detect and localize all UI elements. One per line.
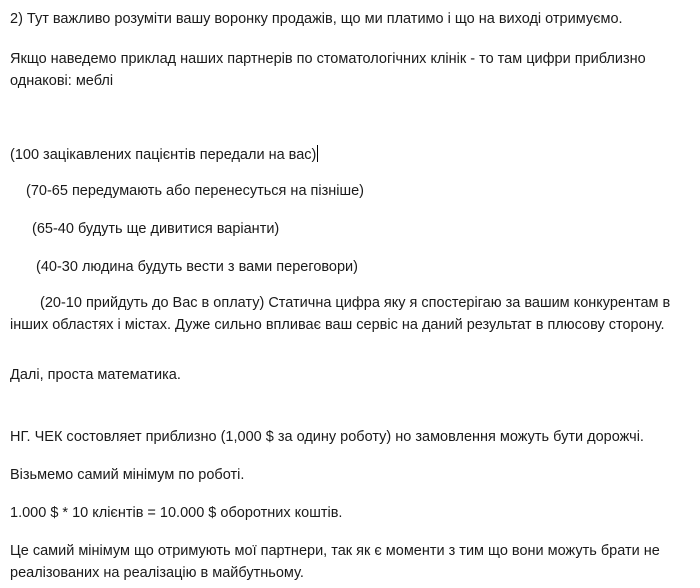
funnel-line-20-10: (20-10 прийдуть до Вас в оплату) Статична цифра яку я спостерігаю за вашим конкурентам в інших областях і містах. Дуже сильно впливає ваш сервіс на даний результат в плюсову сторону. [10,295,671,333]
paragraph-partners-example: Якщо наведемо приклад наших партнерів по стоматологічних клінік - то там цифри приблизно однакові: меблі [10,51,646,89]
funnel-line-100 [10,144,318,166]
paragraph-conclusion: Це самий мінімум що отримують мої партнери, так як є моменти з тим що вони можуть брати не реалізованих на реалізацію в майбутньому. [10,543,660,581]
funnel-line-100-text: (100 зацікавлених пацієнтів передали на вас) [10,147,317,163]
paragraph-avg-check: НГ. ЧЕК состовляет приблизно (1,000 $ за одину роботу) но замовлення можуть бути дорожчі. [10,429,644,445]
paragraph-math: Далі, проста математика. [10,367,181,383]
text-cursor [317,145,318,162]
paragraph-calculation: 1.000 $ * 10 клієнтів = 10.000 $ оборотних коштів. [10,505,343,521]
funnel-line-40-30: (40-30 людина будуть вести з вами переговори) [36,259,358,275]
paragraph-intro: 2) Тут важливо розуміти вашу воронку продажів, що ми платимо і що на виході отримуємо. [10,11,623,27]
funnel-line-70-65: (70-65 передумають або перенесуться на пізніше) [26,183,365,199]
funnel-line-65-40: (65-40 будуть ще дивитися варіанти) [32,221,280,237]
paragraph-minimum: Візьмемо самий мінімум по роботі. [10,467,245,483]
